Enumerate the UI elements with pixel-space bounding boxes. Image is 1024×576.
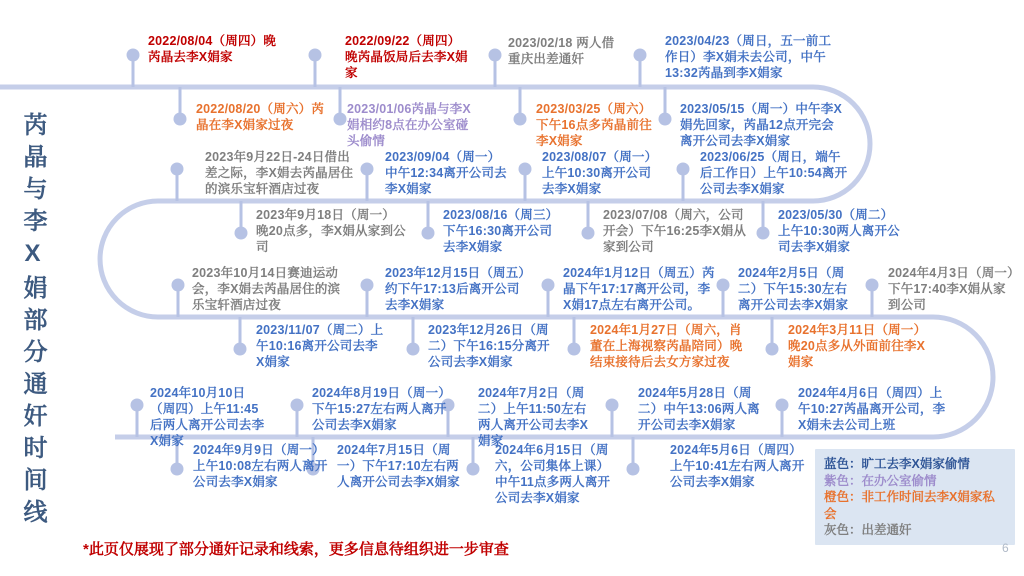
- timeline-marker-dot: [776, 399, 789, 412]
- timeline-event-label: 2023年10月14日赛迪运动会，李X娟去芮晶居住的滨乐宝轩酒店过夜: [192, 266, 341, 312]
- timeline-event-label: 2022/09/22（周四）晚芮晶饭局后去李X娟家: [345, 34, 468, 80]
- timeline-event-label: 2023年9月22日-24日借出差之际，李X娟去芮晶居住的滨乐宝轩酒店过夜: [205, 150, 354, 196]
- timeline-event-label: 2024年4月6日（周四）上午10:27芮晶离开公司，李X娟未去公司上班: [798, 386, 946, 432]
- timeline-event-label: 2024年9月9日（周一）上午10:08左右两人离开公司去李X娟家: [193, 443, 328, 489]
- timeline-marker-dot: [235, 227, 248, 240]
- timeline-marker-dot: [171, 163, 184, 176]
- timeline-event-label: 2024年1月12日（周五）芮晶下午17:17离开公司，李X娟17点左右离开公司。: [563, 266, 715, 312]
- timeline-event-label: 2022/08/04（周四）晚芮晶去李X娟家: [148, 34, 277, 64]
- timeline-marker-dot: [514, 113, 527, 126]
- timeline-event-label: 2024年3月11日（周一）晚20点多从外面前往李X娟家: [788, 323, 927, 369]
- timeline-event-label: 2022/08/20（周六）芮晶在李X娟家过夜: [196, 102, 325, 132]
- timeline-event-label: 2023/11/07（周二）上午10:16离开公司去李X娟家: [256, 323, 384, 369]
- timeline-marker-dot: [717, 279, 730, 292]
- timeline-marker-dot: [582, 227, 595, 240]
- timeline-marker-dot: [127, 49, 140, 62]
- timeline-marker-dot: [627, 463, 640, 476]
- timeline-marker-dot: [234, 343, 247, 356]
- legend-item: 紫色：在办公室偷情: [824, 473, 937, 488]
- timeline-marker-dot: [291, 399, 304, 412]
- page-title: 芮晶与李X娟部分通奸时间线: [19, 112, 46, 531]
- timeline-marker-dot: [131, 399, 144, 412]
- timeline-marker-dot: [174, 113, 187, 126]
- timeline-marker-dot: [757, 227, 770, 240]
- legend-item: 橙色：非工作时间去李X娟家私会: [824, 490, 995, 521]
- timeline-marker-dot: [766, 343, 779, 356]
- timeline-event-label: 2023/05/15（周一）中午李X娟先回家，芮晶12点开完会离开公司去李X娟家: [680, 102, 842, 148]
- timeline-event-label: 2023/01/06芮晶与李X娟相约8点在办公室碰头偷情: [347, 102, 471, 148]
- timeline-marker-dot: [334, 113, 347, 126]
- timeline-marker-dot: [489, 49, 502, 62]
- timeline-event-label: 2024年2月5日（周二）下午15:30左右离开公司去李X娟家: [738, 266, 849, 312]
- legend-box: [815, 449, 1015, 545]
- timeline-event-label: 2023/08/07（周一）上午10:30离开公司去李X娟家: [542, 150, 652, 196]
- timeline-event-label: 2024年10月10日（周四）上午11:45后两人离开公司去李X娟家: [150, 386, 265, 448]
- timeline-marker-dot: [542, 279, 555, 292]
- page-number: 6: [1002, 541, 1009, 555]
- timeline-event-label: 2024年7月15日（周一）下午17:10左右两人离开公司去李X娟家: [337, 443, 460, 489]
- timeline-event-label: 2023/08/16（周三）下午16:30离开公司去李X娟家: [443, 208, 553, 254]
- timeline-event-label: 2023/09/04（周一）中午12:34离开公司去李X娟家: [385, 150, 507, 196]
- timeline-event-label: 2023/05/30（周二）上午10:30两人离开公司去李X娟家: [778, 208, 900, 254]
- timeline-marker-dot: [407, 343, 420, 356]
- timeline-event-label: 2023年12月15日（周五）约下午17:13后离开公司去李X娟家: [385, 266, 525, 312]
- timeline-marker-dot: [422, 227, 435, 240]
- timeline-marker-dot: [866, 279, 879, 292]
- timeline-event-label: 2024年8月19日（周一）下午15:27左右两人离开公司去李X娟家: [312, 386, 447, 432]
- timeline-event-label: 2024年7月2日（周二）上午11:50左右两人离开公司去李X娟家: [478, 386, 589, 448]
- timeline-marker-dot: [606, 399, 619, 412]
- timeline-marker-dot: [519, 163, 532, 176]
- timeline-marker-dot: [568, 343, 581, 356]
- timeline-event-label: 2024年4月3日（周一）下午17:40李X娟从家到公司: [888, 266, 1014, 312]
- timeline-event-label: 2024年6月15日（周六，公司集体上课）中午11点多两人离开公司去李X娟家: [495, 443, 611, 505]
- timeline-event-label: 2023/04/23（周日，五一前工作日）李X娟未去公司，中午13:32芮晶到李X娟家: [665, 34, 832, 80]
- timeline-marker-dot: [171, 463, 184, 476]
- timeline-marker-dot: [172, 279, 185, 292]
- timeline-event-label: 2023年12月26日（周二）下午16:15分离开公司去李X娟家: [428, 323, 550, 369]
- timeline-event-label: 2024年5月6日（周四）上午10:41左右两人离开公司去李X娟家: [670, 443, 805, 489]
- timeline-marker-dot: [361, 163, 374, 176]
- timeline-marker-dot: [634, 49, 647, 62]
- timeline-event-label: 2023/07/08（周六，公司开会）下午16:25李X娟从家到公司: [603, 208, 747, 254]
- legend-item: 蓝色：旷工去李X娟家偷情: [824, 457, 970, 471]
- timeline-event-label: 2023/02/18 两人借重庆出差通奸: [508, 36, 615, 66]
- timeline-event-label: 2023/06/25（周日，端午后工作日）上午10:54离开公司去李X娟家: [700, 150, 848, 196]
- timeline-marker-dot: [309, 49, 322, 62]
- timeline-event-label: 2024年1月27日（周六，肖董在上海视察芮晶陪同）晚结束接待后去女方家过夜: [590, 323, 743, 369]
- timeline-marker-dot: [361, 279, 374, 292]
- timeline-event-label: 2023/03/25（周六）下午16点多芮晶前往李X娟家: [536, 102, 652, 148]
- timeline-marker-dot: [677, 163, 690, 176]
- footnote: *此页仅展现了部分通奸记录和线索，更多信息待组织进一步审查: [83, 541, 509, 558]
- timeline-event-label: 2023年9月18日（周一）晚20点多，李X娟从家到公司: [256, 208, 406, 254]
- legend-item: 灰色：出差通奸: [824, 523, 912, 537]
- timeline-event-label: 2024年5月28日（周二）中午13:06两人离开公司去李X娟家: [638, 386, 760, 432]
